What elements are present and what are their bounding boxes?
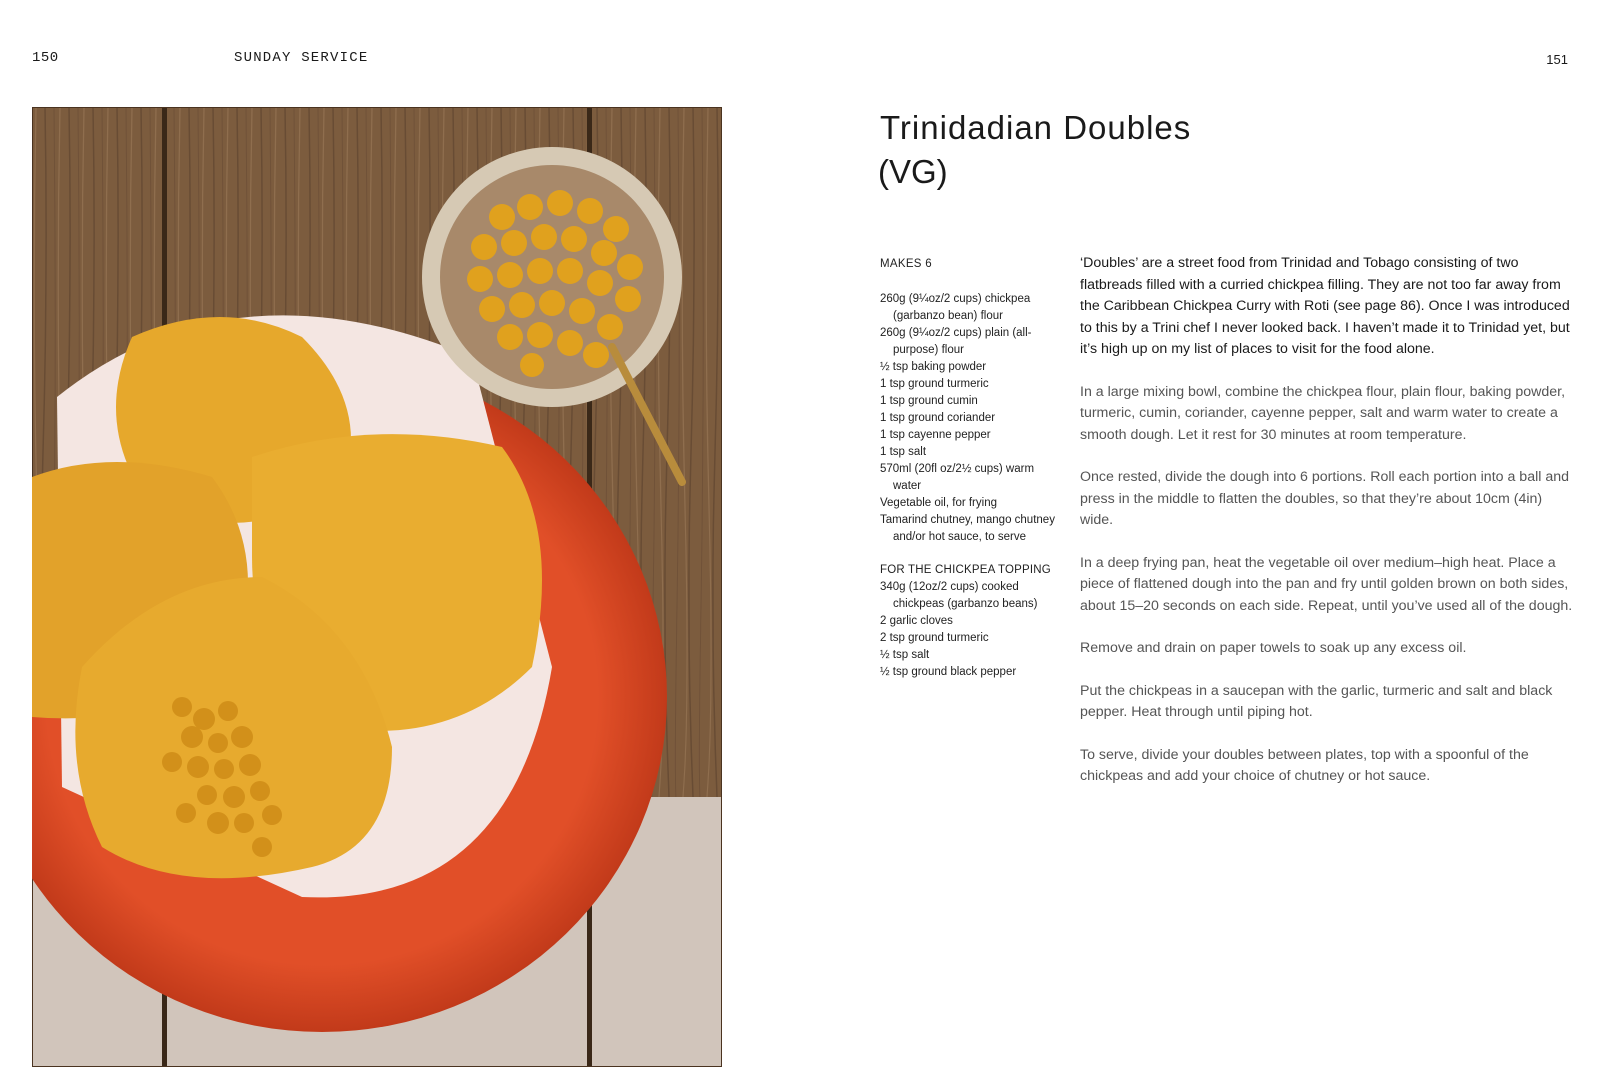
topping-item: ½ tsp ground black pepper (880, 666, 1017, 678)
topping-item: 2 garlic cloves (880, 615, 953, 627)
method-step: Remove and drain on paper towels to soak up any excess oil. (1080, 640, 1467, 656)
running-head: SUNDAY SERVICE (234, 50, 369, 66)
ingredient-item: ½ tsp baking powder (880, 361, 987, 373)
ingredient-item: 570ml (20fl oz/2½ cups) warm water (880, 463, 1035, 492)
ingredients-panel (880, 256, 1065, 681)
ingredient-item: 1 tsp ground turmeric (880, 378, 989, 390)
topping-item: ½ tsp salt (880, 649, 930, 661)
page-number-left: 150 (32, 50, 59, 66)
intro-paragraph: ‘Doubles’ are a street food from Trinidad and Tobago consisting of two flatbreads filled with a curried chickpea filling. They are not too far away from the Caribbean Chickpea Curry with Roti (see page 86). Once I was introduced to this by a Trini chef I never looked back. I haven’t made it to Trinidad yet, but it’s high up on my list of places to visit for the food alone. (1080, 255, 1570, 357)
method-step: Once rested, divide the dough into 6 portions. Roll each portion into a ball and press in the middle to flatten the doubles, so that they’re about 10cm (4in) wide. (1080, 469, 1569, 528)
topping-list (880, 579, 1065, 681)
method-step: In a large mixing bowl, combine the chickpea flour, plain flour, baking powder, turmeric, cumin, coriander, cayenne pepper, salt and warm water to create a smooth dough. Let it rest for 30 minutes at room temperature. (1080, 383, 1566, 443)
method-step: To serve, divide your doubles between plates, top with a spoonful of the chickpeas and add your choice of chutney or hot sauce. (1080, 746, 1529, 784)
method-column (1080, 253, 1575, 809)
topping-item: 340g (12oz/2 cups) cooked chickpeas (garbanzo beans) (880, 581, 1038, 610)
ingredient-item: 1 tsp salt (880, 446, 927, 458)
ingredient-item: 1 tsp cayenne pepper (880, 429, 991, 441)
ingredient-item: 260g (9¼oz/2 cups) plain (all-purpose) flour (880, 327, 1032, 356)
method-step: In a deep frying pan, heat the vegetable oil over medium–high heat. Place a piece of flattened dough into the pan and fry until golden brown on both sides, about 15–20 seconds on each side. Repeat, until you’ve used all of the dough. (1080, 554, 1573, 614)
page-number-right: 151 (1546, 52, 1568, 67)
makes-label: MAKES 6 (880, 258, 932, 270)
topping-heading: FOR THE CHICKPEA TOPPING (880, 564, 1051, 576)
ingredient-item: 260g (9¼oz/2 cups) chickpea (garbanzo bean) flour (880, 293, 1031, 322)
ingredient-item: Tamarind chutney, mango chutney and/or hot sauce, to serve (880, 514, 1055, 543)
recipe-title: Trinidadian Doubles (880, 109, 1192, 146)
ingredient-item: 1 tsp ground coriander (880, 412, 996, 424)
ingredient-item: Vegetable oil, for frying (880, 497, 997, 509)
method-step: Put the chickpeas in a saucepan with the garlic, turmeric and salt and black pepper. Heat through until piping hot. (1080, 682, 1553, 720)
recipe-subtitle: (VG) (878, 153, 948, 190)
topping-item: 2 tsp ground turmeric (880, 632, 989, 644)
photo-illustration (32, 107, 722, 1067)
recipe-photo (32, 107, 722, 1067)
ingredient-item: 1 tsp ground cumin (880, 395, 978, 407)
ingredient-list (880, 291, 1065, 546)
